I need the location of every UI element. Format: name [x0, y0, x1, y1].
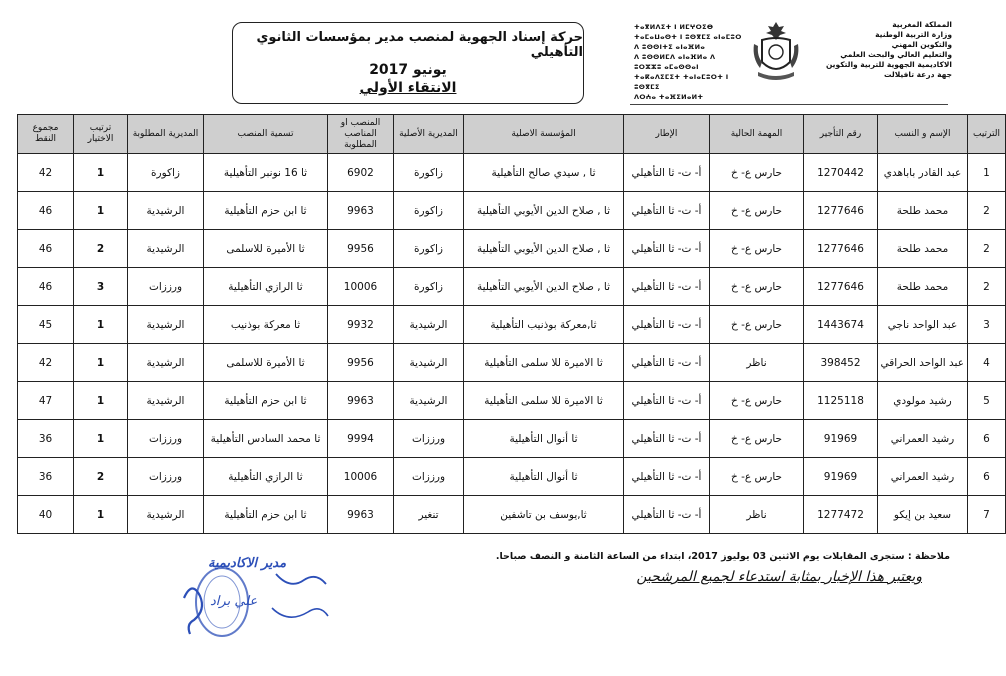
requested-directorate-cell: زاكورة — [128, 154, 204, 192]
score-cell: 42 — [18, 154, 74, 192]
table-row — [18, 230, 1006, 268]
choice-order-cell: 2 — [74, 458, 128, 496]
results-table-wrapper — [17, 114, 1000, 534]
post-code-cell: 6902 — [328, 154, 394, 192]
column-header: المنصب او المناصب المطلوبة — [328, 115, 394, 154]
table-header-row — [18, 115, 1006, 154]
post-name-cell: ثا ابن حزم التأهيلية — [204, 192, 328, 230]
payroll-cell: 1443674 — [804, 306, 878, 344]
score-cell: 36 — [18, 420, 74, 458]
role-cell: حارس ع- خ — [710, 420, 804, 458]
origin-school-cell: ثا الاميرة للا سلمى التأهيلية — [464, 382, 624, 420]
origin-school-cell: ثا , صلاح الدين الأيوبي التأهيلية — [464, 230, 624, 268]
requested-directorate-cell: الرشيدية — [128, 496, 204, 534]
role-cell: حارس ع- خ — [710, 192, 804, 230]
origin-directorate-cell: ورززات — [394, 458, 464, 496]
origin-school-cell: ثا أنوال التأهيلية — [464, 420, 624, 458]
post-name-cell: ثا ابن حزم التأهيلية — [204, 496, 328, 534]
letterhead — [0, 8, 960, 108]
payroll-cell: 91969 — [804, 458, 878, 496]
requested-directorate-cell: الرشيدية — [128, 344, 204, 382]
ministry-arabic: المملكة المغربية وزارة التربية الوطنية والتكوين المهني والتعليم العالي والبحث العلمي الاكاديمية الجهوية للتربية والتكوين جهة درعة تافيلالت — [825, 20, 952, 79]
name-cell: رشيد مولودي — [878, 382, 968, 420]
requested-directorate-cell: الرشيدية — [128, 230, 204, 268]
director-signature-name: علي براد — [210, 594, 258, 609]
grade-cell: أ- ت- ثا التأهيلي — [624, 268, 710, 306]
role-cell: حارس ع- خ — [710, 306, 804, 344]
payroll-cell: 1277646 — [804, 192, 878, 230]
post-name-cell: ثا الأميرة للاسلمى — [204, 344, 328, 382]
name-cell: محمد طلحة — [878, 268, 968, 306]
results-table — [17, 114, 1006, 534]
convocation-notice: ويعتبر هذا الإخبار بمثابة استدعاء لجميع المرشحين — [636, 569, 922, 585]
post-name-cell: ثا ابن حزم التأهيلية — [204, 382, 328, 420]
role-cell: حارس ع- خ — [710, 268, 804, 306]
post-code-cell: 9963 — [328, 192, 394, 230]
origin-school-cell: ثا أنوال التأهيلية — [464, 458, 624, 496]
role-cell: ناظر — [710, 344, 804, 382]
document-stage: الانتقاء الأولي — [359, 80, 457, 96]
payroll-cell: 1270442 — [804, 154, 878, 192]
origin-school-cell: ثا , سيدي صالح التأهيلية — [464, 154, 624, 192]
origin-directorate-cell: الرشيدية — [394, 344, 464, 382]
rank-cell: 2 — [968, 268, 1006, 306]
requested-directorate-cell: الرشيدية — [128, 382, 204, 420]
rank-cell: 5 — [968, 382, 1006, 420]
table-body — [18, 154, 1006, 534]
table-row — [18, 344, 1006, 382]
score-cell: 45 — [18, 306, 74, 344]
name-cell: عبد القادر باباهدي — [878, 154, 968, 192]
post-name-cell: ثا محمد السادس التأهيلية — [204, 420, 328, 458]
origin-directorate-cell: زاكورة — [394, 192, 464, 230]
payroll-cell: 1277472 — [804, 496, 878, 534]
column-header: المديرية المطلوبة — [128, 115, 204, 154]
choice-order-cell: 1 — [74, 420, 128, 458]
choice-order-cell: 1 — [74, 344, 128, 382]
name-cell: سعيد بن إيكو — [878, 496, 968, 534]
role-cell: ناظر — [710, 496, 804, 534]
choice-order-cell: 1 — [74, 154, 128, 192]
rank-cell: 4 — [968, 344, 1006, 382]
column-header: الإسم و النسب — [878, 115, 968, 154]
post-name-cell: ثا الأميرة للاسلمى — [204, 230, 328, 268]
score-cell: 42 — [18, 344, 74, 382]
table-row — [18, 382, 1006, 420]
rank-cell: 7 — [968, 496, 1006, 534]
column-header: تسمية المنصب — [204, 115, 328, 154]
morocco-coat-of-arms-icon — [748, 18, 804, 84]
column-header: المديرية الأصلية — [394, 115, 464, 154]
table-row — [18, 154, 1006, 192]
column-header: ترتيب الاختيار — [74, 115, 128, 154]
grade-cell: أ- ت- ثا التأهيلي — [624, 458, 710, 496]
score-cell: 36 — [18, 458, 74, 496]
rank-cell: 2 — [968, 230, 1006, 268]
requested-directorate-cell: ورززات — [128, 458, 204, 496]
post-name-cell: ثا 16 نونبر التأهيلية — [204, 154, 328, 192]
origin-directorate-cell: تنغير — [394, 496, 464, 534]
score-cell: 47 — [18, 382, 74, 420]
document-date: يونيو 2017 — [369, 62, 447, 78]
name-cell: رشيد العمراني — [878, 420, 968, 458]
origin-directorate-cell: زاكورة — [394, 230, 464, 268]
post-name-cell: ثا معركة بوذنيب — [204, 306, 328, 344]
choice-order-cell: 1 — [74, 306, 128, 344]
origin-school-cell: ثا,يوسف بن تاشفين — [464, 496, 624, 534]
requested-directorate-cell: الرشيدية — [128, 306, 204, 344]
header-divider — [630, 104, 948, 105]
payroll-cell: 1277646 — [804, 230, 878, 268]
requested-directorate-cell: ورززات — [128, 268, 204, 306]
table-row — [18, 496, 1006, 534]
post-code-cell: 9963 — [328, 382, 394, 420]
column-header: الترتيب — [968, 115, 1006, 154]
origin-school-cell: ثا,معركة بوذنيب التأهيلية — [464, 306, 624, 344]
rank-cell: 1 — [968, 154, 1006, 192]
rank-cell: 2 — [968, 192, 1006, 230]
grade-cell: أ- ت- ثا التأهيلي — [624, 344, 710, 382]
origin-directorate-cell: زاكورة — [394, 154, 464, 192]
post-code-cell: 9932 — [328, 306, 394, 344]
name-cell: محمد طلحة — [878, 230, 968, 268]
post-code-cell: 10006 — [328, 458, 394, 496]
name-cell: عبد الواحد الحراقي — [878, 344, 968, 382]
grade-cell: أ- ت- ثا التأهيلي — [624, 230, 710, 268]
choice-order-cell: 2 — [74, 230, 128, 268]
table-row — [18, 306, 1006, 344]
origin-directorate-cell: زاكورة — [394, 268, 464, 306]
post-code-cell: 9956 — [328, 230, 394, 268]
choice-order-cell: 1 — [74, 382, 128, 420]
score-cell: 46 — [18, 192, 74, 230]
column-header: المؤسسة الاصلية — [464, 115, 624, 154]
column-header: رقم التأجير — [804, 115, 878, 154]
post-code-cell: 9994 — [328, 420, 394, 458]
requested-directorate-cell: ورززات — [128, 420, 204, 458]
post-name-cell: ثا الرازي التأهيلية — [204, 268, 328, 306]
choice-order-cell: 1 — [74, 496, 128, 534]
requested-directorate-cell: الرشيدية — [128, 192, 204, 230]
rank-cell: 6 — [968, 458, 1006, 496]
payroll-cell: 1277646 — [804, 268, 878, 306]
table-row — [18, 192, 1006, 230]
score-cell: 40 — [18, 496, 74, 534]
name-cell: عبد الواحد ناجي — [878, 306, 968, 344]
post-code-cell: 10006 — [328, 268, 394, 306]
ministry-tifinagh: ⵜⴰⴳⵍⴷⵉⵜ ⵏ ⵍⵎⵖⵔⵉⴱ ⵜⴰⵎⴰⵡⴰⵙⵜ ⵏ ⵓⵙⴳⵎⵉ ⴰⵏⴰⵎⵓⵔ ⴷ ⵓⵙⵙⵏⵜⵉ ⴰⵏⴰⴼⵍⴰ ⴷ ⵓⵙⵙⵍⵎⴷ ⴰⵏⴰⴼⵍⴰ ⴷ ⵓⵔⵣⵣⵓ ⴰⵎⴰⵙⵙⴰⵏ ⵜⴰⴽⴰⴷⵉⵎⵉⵜ ⵜⴰⵏⴰⵎⵓⵔⵜ ⵏ ⵓⵙⴳⵎⵉ ⴷⵔⵄⴰ ⵜⴰⴼⵉⵍⴰⵍⵜ — [634, 23, 742, 101]
document-title: حركة إسناد الجهوية لمنصب مدير بمؤسسات الثانوي التأهيلي — [256, 30, 583, 60]
choice-order-cell: 1 — [74, 192, 128, 230]
post-code-cell: 9956 — [328, 344, 394, 382]
grade-cell: أ- ت- ثا التأهيلي — [624, 496, 710, 534]
table-row — [18, 420, 1006, 458]
choice-order-cell: 3 — [74, 268, 128, 306]
grade-cell: أ- ت- ثا التأهيلي — [624, 420, 710, 458]
score-cell: 46 — [18, 268, 74, 306]
column-header: المهمة الحالية — [710, 115, 804, 154]
origin-school-cell: ثا , صلاح الدين الأيوبي التأهيلية — [464, 268, 624, 306]
payroll-cell: 398452 — [804, 344, 878, 382]
name-cell: رشيد العمراني — [878, 458, 968, 496]
column-header: مجموع النقط — [18, 115, 74, 154]
name-cell: محمد طلحة — [878, 192, 968, 230]
title-box — [232, 22, 584, 104]
role-cell: حارس ع- خ — [710, 154, 804, 192]
payroll-cell: 91969 — [804, 420, 878, 458]
score-cell: 46 — [18, 230, 74, 268]
post-code-cell: 9963 — [328, 496, 394, 534]
column-header: الإطار — [624, 115, 710, 154]
payroll-cell: 1125118 — [804, 382, 878, 420]
grade-cell: أ- ت- ثا التأهيلي — [624, 382, 710, 420]
table-row — [18, 268, 1006, 306]
origin-directorate-cell: الرشيدية — [394, 306, 464, 344]
director-title: مدير الاكاديمية — [208, 556, 287, 571]
rank-cell: 6 — [968, 420, 1006, 458]
post-name-cell: ثا الرازي التأهيلية — [204, 458, 328, 496]
rank-cell: 3 — [968, 306, 1006, 344]
grade-cell: أ- ت- ثا التأهيلي — [624, 306, 710, 344]
origin-school-cell: ثا , صلاح الدين الأيوبي التأهيلية — [464, 192, 624, 230]
origin-directorate-cell: ورززات — [394, 420, 464, 458]
table-row — [18, 458, 1006, 496]
origin-directorate-cell: الرشيدية — [394, 382, 464, 420]
role-cell: حارس ع- خ — [710, 458, 804, 496]
role-cell: حارس ع- خ — [710, 230, 804, 268]
origin-school-cell: ثا الاميرة للا سلمى التأهيلية — [464, 344, 624, 382]
role-cell: حارس ع- خ — [710, 382, 804, 420]
grade-cell: أ- ت- ثا التأهيلي — [624, 154, 710, 192]
grade-cell: أ- ت- ثا التأهيلي — [624, 192, 710, 230]
interview-note: ملاحظة : ستجرى المقابلات يوم الاثنين 03 يوليوز 2017، ابتداء من الساعة الثامنة و النصف صباحا. — [495, 551, 950, 562]
